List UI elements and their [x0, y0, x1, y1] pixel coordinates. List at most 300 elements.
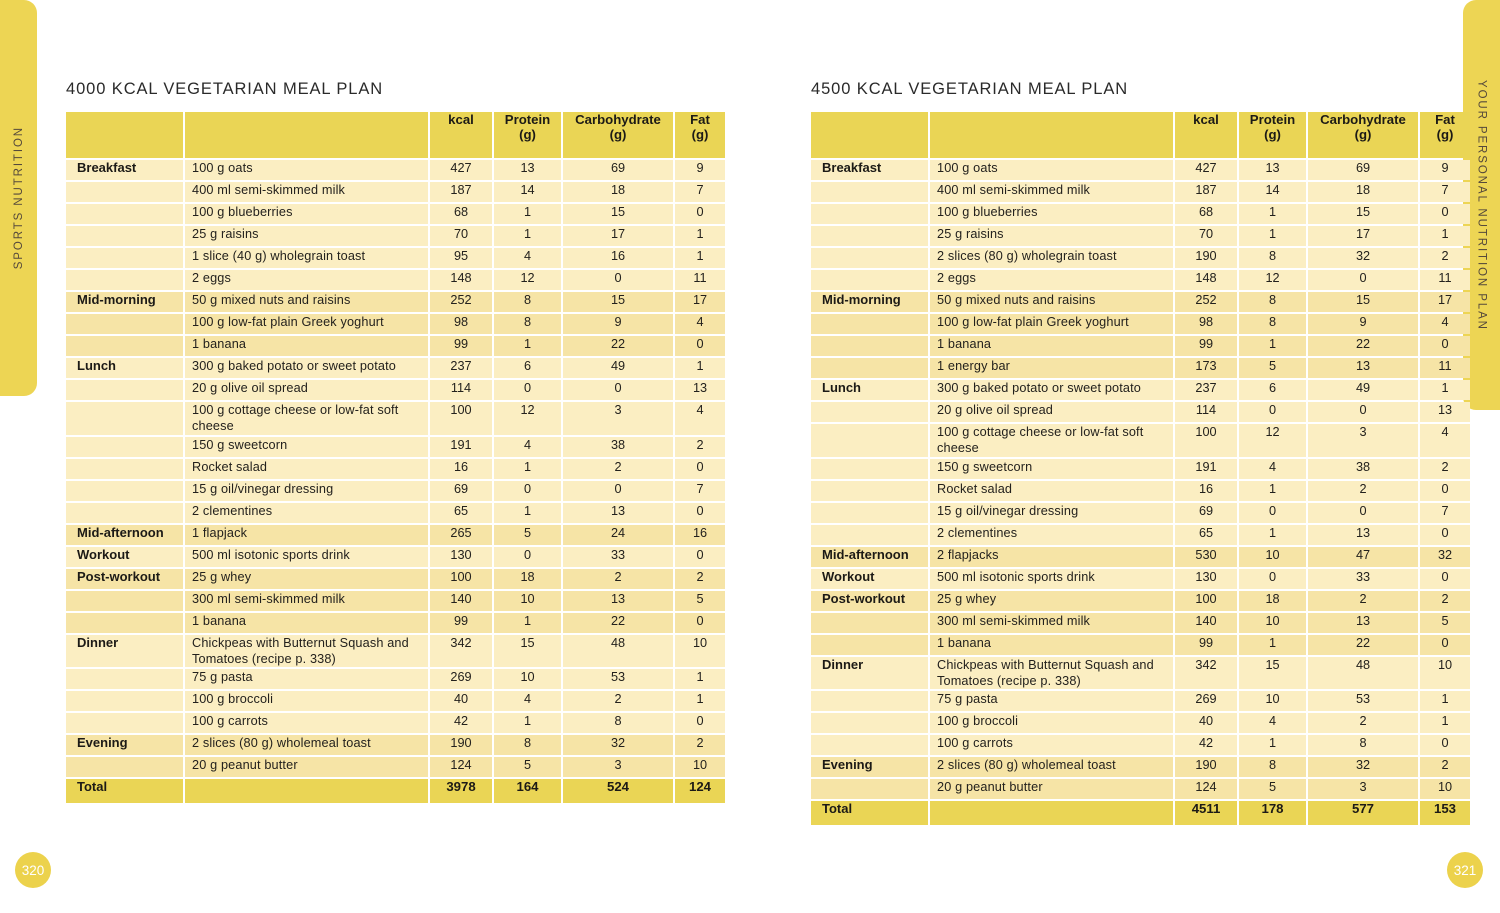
- table-row: [811, 424, 1470, 457]
- carb-value: 8: [563, 713, 673, 733]
- protein-value: 5: [494, 525, 561, 545]
- table-row: [811, 691, 1470, 711]
- meal-label: Dinner: [811, 657, 928, 690]
- fat-value: 0: [1420, 525, 1470, 545]
- kcal-value: 100: [430, 402, 492, 435]
- fat-value: 2: [675, 735, 725, 755]
- fat-value: 2: [675, 569, 725, 589]
- meal-label: [811, 691, 928, 711]
- table-row: [66, 292, 725, 312]
- food-item: 150 g sweetcorn: [930, 459, 1173, 479]
- food-item: 100 g broccoli: [930, 713, 1173, 733]
- kcal-value: 40: [430, 691, 492, 711]
- food-item: 1 slice (40 g) wholegrain toast: [185, 248, 428, 268]
- food-item: 15 g oil/vinegar dressing: [930, 503, 1173, 523]
- kcal-value: 187: [1175, 182, 1237, 202]
- kcal-value: 100: [1175, 424, 1237, 457]
- fat-value: 4: [1420, 314, 1470, 334]
- kcal-value: 124: [430, 757, 492, 777]
- food-item: 25 g raisins: [185, 226, 428, 246]
- meal-label: [66, 336, 183, 356]
- protein-value: 12: [494, 402, 561, 435]
- page-right: [750, 0, 1500, 913]
- table-body: [811, 160, 1470, 799]
- fat-value: 1: [1420, 691, 1470, 711]
- table-row: [811, 292, 1470, 312]
- table-row: [66, 713, 725, 733]
- food-item: 75 g pasta: [185, 669, 428, 689]
- carb-value: 2: [563, 459, 673, 479]
- column-header-food: [930, 112, 1173, 158]
- carb-value: 13: [1308, 613, 1418, 633]
- food-item: 100 g low-fat plain Greek yoghurt: [185, 314, 428, 334]
- carb-value: 32: [563, 735, 673, 755]
- kcal-value: 265: [430, 525, 492, 545]
- fat-value: 2: [1420, 248, 1470, 268]
- food-item: 100 g oats: [185, 160, 428, 180]
- column-header-kcal: kcal: [1175, 112, 1237, 158]
- table-header-row: [66, 112, 725, 158]
- page-number-right: 321: [1447, 852, 1483, 888]
- page-title: 4000 KCAL VEGETARIAN MEAL PLAN: [66, 80, 384, 98]
- fat-value: 1: [1420, 226, 1470, 246]
- carb-value: 53: [563, 669, 673, 689]
- table-row: [811, 525, 1470, 545]
- page-number-left: 320: [15, 852, 51, 888]
- table-row: [811, 226, 1470, 246]
- table-row: [811, 380, 1470, 400]
- fat-value: 1: [1420, 713, 1470, 733]
- table-row: [811, 459, 1470, 479]
- kcal-value: 69: [1175, 503, 1237, 523]
- kcal-value: 16: [430, 459, 492, 479]
- protein-value: 10: [1239, 613, 1306, 633]
- food-item: 100 g carrots: [930, 735, 1173, 755]
- carb-value: 17: [1308, 226, 1418, 246]
- protein-value: 8: [494, 735, 561, 755]
- carb-value: 3: [563, 402, 673, 435]
- meal-label: [811, 613, 928, 633]
- food-item: 20 g olive oil spread: [185, 380, 428, 400]
- food-item: Rocket salad: [185, 459, 428, 479]
- kcal-value: 130: [1175, 569, 1237, 589]
- protein-value: 15: [494, 635, 561, 668]
- table-row: [66, 691, 725, 711]
- table-body: [66, 160, 725, 777]
- fat-value: 4: [675, 402, 725, 435]
- fat-value: 32: [1420, 547, 1470, 567]
- fat-value: 1: [675, 691, 725, 711]
- protein-value: 0: [1239, 569, 1306, 589]
- carb-value: 22: [1308, 635, 1418, 655]
- meal-label: Evening: [66, 735, 183, 755]
- food-item: 400 ml semi-skimmed milk: [185, 182, 428, 202]
- meal-plan-table: [809, 110, 1472, 827]
- protein-value: 1: [1239, 735, 1306, 755]
- kcal-value: 70: [430, 226, 492, 246]
- kcal-value: 191: [1175, 459, 1237, 479]
- food-item: 2 slices (80 g) wholemeal toast: [930, 757, 1173, 777]
- fat-value: 2: [1420, 757, 1470, 777]
- fat-value: 1: [675, 358, 725, 378]
- kcal-value: 190: [1175, 757, 1237, 777]
- protein-value: 0: [1239, 503, 1306, 523]
- food-item: 300 ml semi-skimmed milk: [930, 613, 1173, 633]
- fat-value: 0: [1420, 735, 1470, 755]
- meal-label: Lunch: [811, 380, 928, 400]
- kcal-value: 427: [430, 160, 492, 180]
- protein-value: 4: [494, 248, 561, 268]
- total-food-blank: [930, 801, 1173, 825]
- column-header-kcal: kcal: [430, 112, 492, 158]
- meal-label: [811, 182, 928, 202]
- carb-value: 32: [1308, 248, 1418, 268]
- food-item: 1 banana: [185, 613, 428, 633]
- kcal-value: 190: [1175, 248, 1237, 268]
- table-row: [811, 757, 1470, 777]
- carb-value: 3: [1308, 779, 1418, 799]
- column-header-carbohydrate: Carbohydrate (g): [563, 112, 673, 158]
- table-row: [811, 713, 1470, 733]
- table-row: [811, 402, 1470, 422]
- food-item: 20 g peanut butter: [185, 757, 428, 777]
- fat-value: 0: [1420, 481, 1470, 501]
- meal-label: [66, 591, 183, 611]
- protein-value: 13: [1239, 160, 1306, 180]
- carb-value: 2: [563, 691, 673, 711]
- kcal-value: 130: [430, 547, 492, 567]
- kcal-value: 42: [430, 713, 492, 733]
- kcal-value: 99: [1175, 336, 1237, 356]
- meal-label: [811, 779, 928, 799]
- column-header-food: [185, 112, 428, 158]
- food-item: 100 g cottage cheese or low-fat soft cheese: [185, 402, 428, 435]
- fat-value: 7: [675, 481, 725, 501]
- meal-label: Mid-morning: [811, 292, 928, 312]
- kcal-value: 269: [1175, 691, 1237, 711]
- food-item: 400 ml semi-skimmed milk: [930, 182, 1173, 202]
- table-header-row: [811, 112, 1470, 158]
- fat-value: 13: [675, 380, 725, 400]
- food-item: 1 banana: [185, 336, 428, 356]
- kcal-value: 98: [430, 314, 492, 334]
- kcal-value: 148: [1175, 270, 1237, 290]
- carb-value: 9: [1308, 314, 1418, 334]
- kcal-value: 252: [1175, 292, 1237, 312]
- meal-label: [811, 336, 928, 356]
- food-item: 100 g cottage cheese or low-fat soft cheese: [930, 424, 1173, 457]
- food-item: 300 ml semi-skimmed milk: [185, 591, 428, 611]
- fat-value: 0: [675, 713, 725, 733]
- meal-label: [66, 314, 183, 334]
- fat-value: 4: [1420, 424, 1470, 457]
- total-food-blank: [185, 779, 428, 803]
- carb-value: 33: [563, 547, 673, 567]
- food-item: 300 g baked potato or sweet potato: [185, 358, 428, 378]
- table-row: [66, 160, 725, 180]
- meal-label: [66, 248, 183, 268]
- kcal-value: 16: [1175, 481, 1237, 501]
- food-item: 500 ml isotonic sports drink: [185, 547, 428, 567]
- table-row: [66, 525, 725, 545]
- food-item: 25 g raisins: [930, 226, 1173, 246]
- meal-label: [811, 270, 928, 290]
- meal-label: [66, 459, 183, 479]
- meal-label: [66, 437, 183, 457]
- kcal-value: 187: [430, 182, 492, 202]
- protein-value: 1: [494, 459, 561, 479]
- carb-value: 3: [563, 757, 673, 777]
- kcal-value: 237: [1175, 380, 1237, 400]
- kcal-value: 68: [430, 204, 492, 224]
- carb-value: 0: [563, 270, 673, 290]
- table-row: [66, 757, 725, 777]
- fat-value: 0: [1420, 204, 1470, 224]
- kcal-value: 70: [1175, 226, 1237, 246]
- protein-value: 14: [1239, 182, 1306, 202]
- fat-value: 0: [1420, 569, 1470, 589]
- food-item: 100 g oats: [930, 160, 1173, 180]
- meal-label: [811, 735, 928, 755]
- fat-value: 10: [675, 635, 725, 668]
- table-row: [811, 503, 1470, 523]
- total-protein: 178: [1239, 801, 1306, 825]
- meal-label: Mid-afternoon: [811, 547, 928, 567]
- carb-value: 48: [563, 635, 673, 668]
- protein-value: 1: [1239, 635, 1306, 655]
- fat-value: 9: [675, 160, 725, 180]
- carb-value: 9: [563, 314, 673, 334]
- total-row: [811, 801, 1470, 825]
- column-header-fat: Fat (g): [675, 112, 725, 158]
- table-row: [66, 248, 725, 268]
- meal-label: Workout: [66, 547, 183, 567]
- table-row: [811, 613, 1470, 633]
- kcal-value: 237: [430, 358, 492, 378]
- carb-value: 15: [1308, 292, 1418, 312]
- food-item: 2 flapjacks: [930, 547, 1173, 567]
- protein-value: 10: [1239, 691, 1306, 711]
- protein-value: 1: [1239, 226, 1306, 246]
- carb-value: 69: [563, 160, 673, 180]
- meal-label: Breakfast: [66, 160, 183, 180]
- fat-value: 11: [675, 270, 725, 290]
- carb-value: 13: [1308, 525, 1418, 545]
- table-row: [66, 481, 725, 501]
- meal-label: Dinner: [66, 635, 183, 668]
- carb-value: 49: [563, 358, 673, 378]
- meal-label: [811, 314, 928, 334]
- protein-value: 12: [1239, 424, 1306, 457]
- table-row: [66, 204, 725, 224]
- column-header-carbohydrate: Carbohydrate (g): [1308, 112, 1418, 158]
- fat-value: 7: [675, 182, 725, 202]
- fat-value: 11: [1420, 270, 1470, 290]
- table-row: [811, 657, 1470, 690]
- table-row: [811, 270, 1470, 290]
- food-item: 50 g mixed nuts and raisins: [930, 292, 1173, 312]
- meal-label: Mid-afternoon: [66, 525, 183, 545]
- page-title: 4500 KCAL VEGETARIAN MEAL PLAN: [811, 80, 1129, 98]
- kcal-value: 173: [1175, 358, 1237, 378]
- table-header: [811, 112, 1470, 158]
- kcal-value: 99: [430, 613, 492, 633]
- fat-value: 10: [1420, 657, 1470, 690]
- meal-label: [66, 226, 183, 246]
- carb-value: 47: [1308, 547, 1418, 567]
- kcal-value: 269: [430, 669, 492, 689]
- kcal-value: 98: [1175, 314, 1237, 334]
- protein-value: 8: [494, 292, 561, 312]
- fat-value: 7: [1420, 182, 1470, 202]
- table-row: [66, 735, 725, 755]
- food-item: 2 slices (80 g) wholemeal toast: [185, 735, 428, 755]
- carb-value: 22: [563, 336, 673, 356]
- carb-value: 18: [563, 182, 673, 202]
- fat-value: 2: [1420, 459, 1470, 479]
- carb-value: 0: [1308, 503, 1418, 523]
- food-item: Rocket salad: [930, 481, 1173, 501]
- sidebar-tab-left-label: SPORTS NUTRITION: [12, 126, 25, 270]
- kcal-value: 427: [1175, 160, 1237, 180]
- table-row: [811, 481, 1470, 501]
- meal-label: [811, 248, 928, 268]
- meal-label: [811, 226, 928, 246]
- table-row: [66, 182, 725, 202]
- carb-value: 15: [1308, 204, 1418, 224]
- meal-label: Post-workout: [811, 591, 928, 611]
- food-item: 300 g baked potato or sweet potato: [930, 380, 1173, 400]
- kcal-value: 99: [1175, 635, 1237, 655]
- kcal-value: 148: [430, 270, 492, 290]
- kcal-value: 95: [430, 248, 492, 268]
- kcal-value: 342: [430, 635, 492, 668]
- fat-value: 0: [1420, 635, 1470, 655]
- protein-value: 1: [1239, 525, 1306, 545]
- meal-label: Mid-morning: [66, 292, 183, 312]
- food-item: 75 g pasta: [930, 691, 1173, 711]
- kcal-value: 68: [1175, 204, 1237, 224]
- meal-label: [66, 691, 183, 711]
- protein-value: 0: [494, 380, 561, 400]
- kcal-value: 530: [1175, 547, 1237, 567]
- food-item: 1 banana: [930, 635, 1173, 655]
- carb-value: 13: [563, 503, 673, 523]
- kcal-value: 140: [430, 591, 492, 611]
- kcal-value: 191: [430, 437, 492, 457]
- meal-label: [66, 270, 183, 290]
- fat-value: 13: [1420, 402, 1470, 422]
- food-item: 20 g peanut butter: [930, 779, 1173, 799]
- protein-value: 8: [1239, 314, 1306, 334]
- table-row: [811, 358, 1470, 378]
- table-row: [66, 402, 725, 435]
- table-row: [811, 160, 1470, 180]
- food-item: Chickpeas with Butternut Squash and Tomatoes (recipe p. 338): [185, 635, 428, 668]
- protein-value: 8: [1239, 292, 1306, 312]
- total-carb: 524: [563, 779, 673, 803]
- fat-value: 2: [675, 437, 725, 457]
- table-header: [66, 112, 725, 158]
- protein-value: 8: [494, 314, 561, 334]
- column-header-protein: Protein (g): [1239, 112, 1306, 158]
- kcal-value: 65: [1175, 525, 1237, 545]
- table-row: [811, 182, 1470, 202]
- protein-value: 18: [494, 569, 561, 589]
- total-fat: 124: [675, 779, 725, 803]
- food-item: 1 flapjack: [185, 525, 428, 545]
- fat-value: 0: [675, 503, 725, 523]
- protein-value: 1: [1239, 204, 1306, 224]
- carb-value: 0: [1308, 402, 1418, 422]
- food-item: 100 g low-fat plain Greek yoghurt: [930, 314, 1173, 334]
- food-item: 15 g oil/vinegar dressing: [185, 481, 428, 501]
- table-row: [66, 569, 725, 589]
- carb-value: 38: [563, 437, 673, 457]
- carb-value: 0: [1308, 270, 1418, 290]
- food-item: 150 g sweetcorn: [185, 437, 428, 457]
- table-footer: [66, 779, 725, 803]
- total-protein: 164: [494, 779, 561, 803]
- kcal-value: 342: [1175, 657, 1237, 690]
- protein-value: 4: [1239, 459, 1306, 479]
- kcal-value: 252: [430, 292, 492, 312]
- carb-value: 15: [563, 292, 673, 312]
- fat-value: 2: [1420, 591, 1470, 611]
- table-row: [66, 270, 725, 290]
- fat-value: 9: [1420, 160, 1470, 180]
- meal-label: [66, 402, 183, 435]
- meal-label: Workout: [811, 569, 928, 589]
- meal-label: [811, 635, 928, 655]
- protein-value: 4: [1239, 713, 1306, 733]
- carb-value: 8: [1308, 735, 1418, 755]
- carb-value: 53: [1308, 691, 1418, 711]
- protein-value: 1: [494, 613, 561, 633]
- fat-value: 0: [1420, 336, 1470, 356]
- fat-value: 4: [675, 314, 725, 334]
- meal-label: Breakfast: [811, 160, 928, 180]
- kcal-value: 124: [1175, 779, 1237, 799]
- protein-value: 1: [494, 226, 561, 246]
- fat-value: 17: [1420, 292, 1470, 312]
- table-row: [811, 248, 1470, 268]
- carb-value: 2: [1308, 713, 1418, 733]
- protein-value: 1: [494, 204, 561, 224]
- fat-value: 0: [675, 547, 725, 567]
- carb-value: 38: [1308, 459, 1418, 479]
- food-item: 20 g olive oil spread: [930, 402, 1173, 422]
- carb-value: 0: [563, 481, 673, 501]
- table-row: [811, 336, 1470, 356]
- food-item: 100 g blueberries: [930, 204, 1173, 224]
- protein-value: 10: [494, 591, 561, 611]
- table-row: [66, 314, 725, 334]
- meal-label: [811, 402, 928, 422]
- fat-value: 17: [675, 292, 725, 312]
- fat-value: 10: [675, 757, 725, 777]
- carb-value: 22: [1308, 336, 1418, 356]
- food-item: 25 g whey: [185, 569, 428, 589]
- protein-value: 12: [494, 270, 561, 290]
- meal-label: [811, 459, 928, 479]
- fat-value: 0: [675, 336, 725, 356]
- fat-value: 1: [675, 226, 725, 246]
- table-row: [811, 591, 1470, 611]
- protein-value: 15: [1239, 657, 1306, 690]
- protein-value: 6: [494, 358, 561, 378]
- table-row: [811, 204, 1470, 224]
